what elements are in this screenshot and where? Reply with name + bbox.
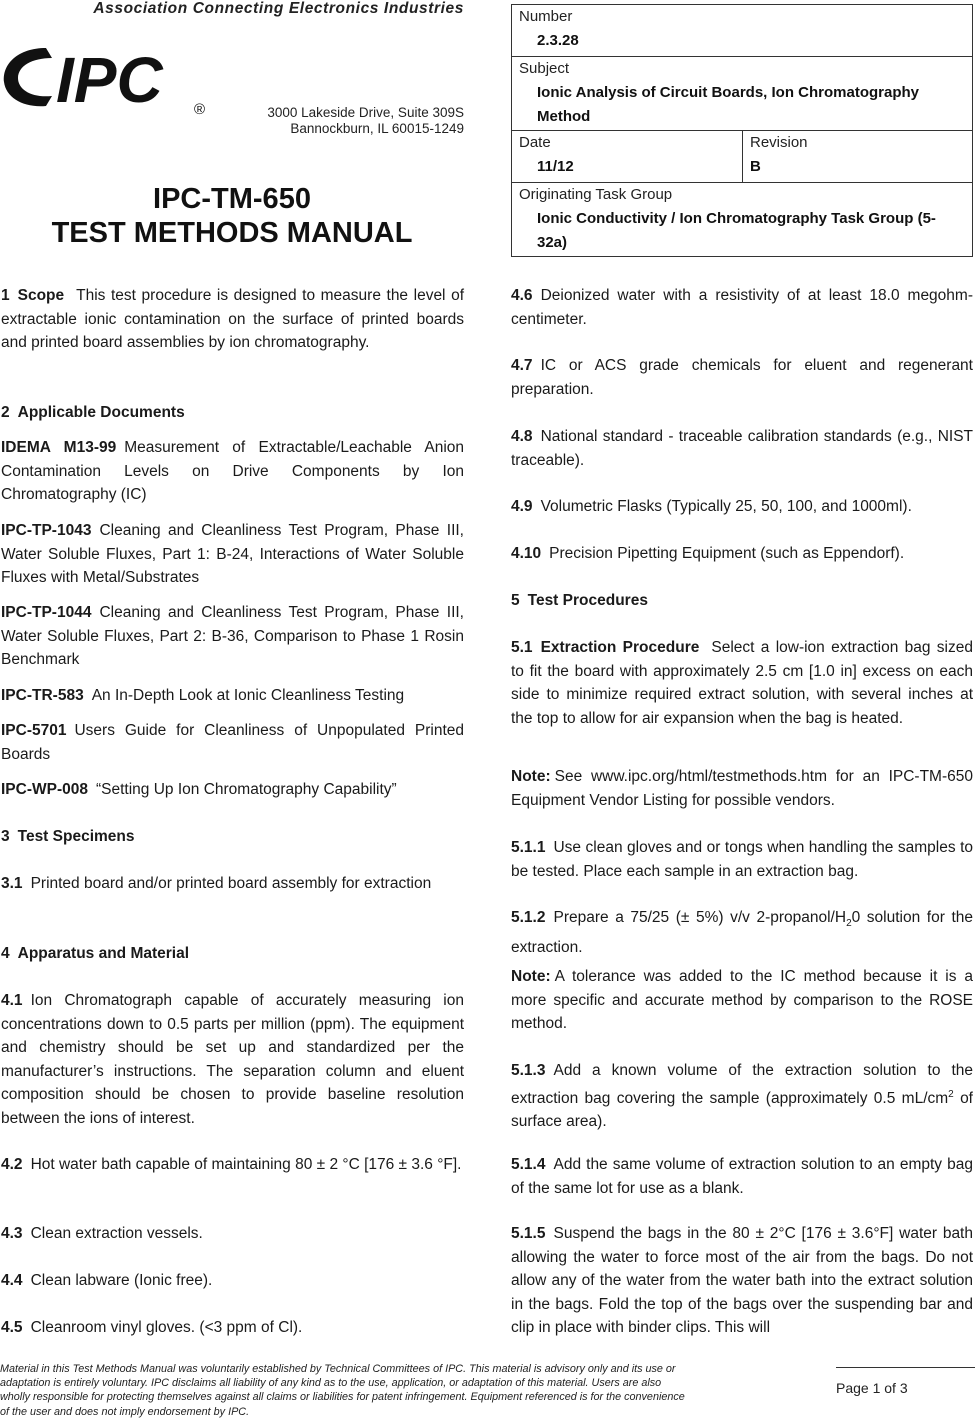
section-text-b: 0 solution for the extraction. bbox=[511, 909, 973, 956]
number-value: 2.3.28 bbox=[537, 32, 579, 49]
note-text: See www.ipc.org/html/testmethods.htm for an IPC-TM-650 Equipment Vendor Listing for possible vendors. bbox=[511, 768, 973, 809]
subject-row bbox=[512, 57, 972, 131]
note-label: Note: bbox=[511, 968, 551, 985]
manual-title bbox=[0, 182, 464, 250]
section-2-heading bbox=[1, 401, 464, 425]
section-text: This test procedure is designed to measure the level of extractable ionic contamination on the surface of printed boards and printed board assemblies by ion chromatography. bbox=[1, 287, 464, 351]
section-5-1 bbox=[511, 636, 973, 730]
registered-mark: ® bbox=[194, 101, 206, 118]
section-4-5 bbox=[1, 1316, 464, 1340]
doc-ref-id: IDEMA M13-99 bbox=[1, 439, 117, 456]
section-number: 4.7 bbox=[511, 357, 533, 374]
section-4-1 bbox=[1, 989, 464, 1130]
section-heading: Apparatus and Material bbox=[17, 945, 190, 962]
disclaimer: Material in this Test Methods Manual was voluntarily established by Technical Committees of IPC. This material is advisory only and its use or adaptation is entirely voluntary. IPC disclaims all liability of any kind as to the use, application, or adaptation of this material. Users are also wholly responsible for protecting themselves against all claims or liabilities for patent infringement. Equipment referenced is for the convenience of the user and does not imply endorsement by IPC. bbox=[0, 1363, 685, 1418]
logo-text: IPC bbox=[56, 44, 163, 116]
date-value: 11/12 bbox=[537, 158, 574, 175]
section-number: 5.1 bbox=[511, 639, 533, 656]
section-number: 4.6 bbox=[511, 287, 533, 304]
section-number: 3 bbox=[1, 828, 10, 845]
section-number: 4.9 bbox=[511, 498, 533, 515]
section-3-1 bbox=[1, 872, 464, 896]
section-number: 4.8 bbox=[511, 428, 533, 445]
doc-ref bbox=[1, 601, 464, 672]
section-number: 5 bbox=[511, 592, 520, 609]
page-number-box bbox=[836, 1367, 975, 1396]
doc-ref-id: IPC-TP-1044 bbox=[1, 604, 92, 621]
ipc-logo bbox=[0, 40, 215, 120]
section-heading: Test Procedures bbox=[527, 592, 648, 609]
section-5-1-4 bbox=[511, 1153, 973, 1200]
section-5-1-1 bbox=[511, 836, 973, 883]
section-4-2 bbox=[1, 1153, 464, 1177]
section-3-heading bbox=[1, 825, 464, 849]
section-4-heading bbox=[1, 942, 464, 966]
doc-ref-id: IPC-5701 bbox=[1, 722, 67, 739]
revision-value: B bbox=[750, 158, 761, 175]
date-label: Date bbox=[519, 134, 551, 151]
section-4-3 bbox=[1, 1222, 464, 1246]
section-text-a: Prepare a 75/25 (± 5%) v/v 2-propanol/H bbox=[553, 909, 847, 926]
address bbox=[240, 105, 464, 137]
association-tagline: Association Connecting Electronics Industries bbox=[93, 0, 464, 17]
section-text-b: of surface area). bbox=[511, 1089, 973, 1131]
subscript: 2 bbox=[846, 918, 852, 930]
address-line-2: Bannockburn, IL 60015-1249 bbox=[290, 121, 464, 136]
doc-ref bbox=[1, 436, 464, 507]
section-heading: Scope bbox=[17, 287, 65, 304]
document-info-box bbox=[511, 4, 973, 257]
section-heading: Extraction Procedure bbox=[540, 639, 700, 656]
section-text: Precision Pipetting Equipment (such as Eppendorf). bbox=[549, 545, 905, 562]
section-5-heading bbox=[511, 589, 973, 613]
title-line-1: IPC-TM-650 bbox=[153, 183, 311, 215]
section-text: Hot water bath capable of maintaining 80 ± 2 °C [176 ± 3.6 °F]. bbox=[30, 1156, 462, 1173]
section-number: 4 bbox=[1, 945, 10, 962]
section-4-9 bbox=[511, 495, 973, 519]
doc-ref-title: Users Guide for Cleanliness of Unpopulated Printed Boards bbox=[1, 722, 464, 763]
section-number: 5.1.5 bbox=[511, 1225, 546, 1242]
section-text: Ion Chromatograph capable of accurately measuring ion concentrations down to 0.5 parts per million (ppm). The equipment and chemistry should be set up and standardized per the manufacturer’s instructions. The separation column and eluent composition should be chosen to provide baseline resolution between the ions of interest. bbox=[1, 992, 464, 1127]
section-text: Clean extraction vessels. bbox=[30, 1225, 203, 1242]
section-4-8 bbox=[511, 425, 973, 472]
section-number: 4.3 bbox=[1, 1225, 23, 1242]
doc-ref-title: Measurement of Extractable/Leachable Anion Contamination Levels on Drive Components by Ion Chromatography (IC) bbox=[1, 439, 465, 503]
section-text: Use clean gloves and or tongs when handling the samples to be tested. Place each sample in an extraction bag. bbox=[511, 839, 973, 880]
section-number: 4.5 bbox=[1, 1319, 23, 1336]
section-text: Volumetric Flasks (Typically 25, 50, 100, and 1000ml). bbox=[540, 498, 912, 515]
doc-ref bbox=[1, 778, 464, 802]
section-number: 4.1 bbox=[1, 992, 23, 1009]
section-text: Select a low-ion extraction bag sized to fit the board with approximately 2.5 cm [1.0 in] excess on each side to minimize required extract solution, with several inches at the top to allow for air expansion when the bag is heated. bbox=[511, 639, 973, 727]
section-number: 2 bbox=[1, 404, 10, 421]
note-label: Note: bbox=[511, 768, 551, 785]
section-text: Suspend the bags in the 80 ± 2°C [176 ± 3.6°F] water bath allowing the water to force most of the air from the bags. Do not allow any of the water from the water bath into the extract solution in the bags. Fold the top of the bags over the suspending bar and clip in place with binder clips. This will bbox=[511, 1225, 973, 1336]
section-text: Cleanroom vinyl gloves. (<3 ppm of Cl). bbox=[30, 1319, 303, 1336]
section-4-7 bbox=[511, 354, 973, 401]
section-4-6 bbox=[511, 284, 973, 331]
number-label: Number bbox=[519, 8, 573, 25]
section-text: National standard - traceable calibration standards (e.g., NIST traceable). bbox=[511, 428, 973, 469]
section-number: 5.1.3 bbox=[511, 1062, 546, 1079]
revision-label: Revision bbox=[750, 134, 808, 151]
doc-ref-title: Cleaning and Cleanliness Test Program, Phase III, Water Soluble Fluxes, Part 2: B-36, Comparison to Phase 1 Rosin Benchmark bbox=[1, 604, 464, 668]
section-number: 1 bbox=[1, 287, 10, 304]
title-line-2: TEST METHODS MANUAL bbox=[51, 217, 413, 249]
section-number: 4.4 bbox=[1, 1272, 23, 1289]
doc-ref-title: “Setting Up Ion Chromatography Capability” bbox=[96, 781, 397, 798]
section-heading: Test Specimens bbox=[17, 828, 135, 845]
doc-ref-id: IPC-WP-008 bbox=[1, 781, 88, 798]
section-text: Clean labware (Ionic free). bbox=[30, 1272, 213, 1289]
doc-ref-id: IPC-TR-583 bbox=[1, 687, 84, 704]
address-line-1: 3000 Lakeside Drive, Suite 309S bbox=[267, 105, 464, 120]
page-number: Page 1 of 3 bbox=[836, 1380, 908, 1396]
section-number: 5.1.2 bbox=[511, 909, 546, 926]
task-group-label: Originating Task Group bbox=[519, 186, 673, 203]
section-heading: Applicable Documents bbox=[17, 404, 185, 421]
task-group-row bbox=[512, 183, 972, 258]
section-text-a: Add a known volume of the extraction solution to the extraction bag covering the sample (approximately 0.5 mL/cm bbox=[511, 1062, 973, 1107]
doc-ref-id: IPC-TP-1043 bbox=[1, 522, 92, 539]
doc-ref bbox=[1, 519, 464, 590]
section-5-1-3 bbox=[511, 1059, 973, 1134]
section-text: Deionized water with a resistivity of at least 18.0 megohm-centimeter. bbox=[511, 287, 973, 328]
date-revision-row bbox=[512, 131, 972, 183]
section-1-scope bbox=[1, 284, 464, 355]
section-4-4 bbox=[1, 1269, 464, 1293]
section-text: Printed board and/or printed board assembly for extraction bbox=[30, 875, 432, 892]
subject-value: Ionic Analysis of Circuit Boards, Ion Chromatography Method bbox=[537, 84, 919, 125]
note-text: A tolerance was added to the IC method because it is a more specific and accurate method by comparison to the ROSE method. bbox=[511, 968, 973, 1032]
section-5-1-5 bbox=[511, 1222, 973, 1340]
section-text: IC or ACS grade chemicals for eluent and regenerant preparation. bbox=[511, 357, 973, 398]
doc-ref-title: An In-Depth Look at Ionic Cleanliness Testing bbox=[91, 687, 405, 704]
section-5-1-2 bbox=[511, 906, 973, 959]
note-vendors bbox=[511, 765, 973, 812]
section-text: Add the same volume of extraction solution to an empty bag of the same lot for use as a blank. bbox=[511, 1156, 973, 1197]
doc-ref bbox=[1, 684, 464, 708]
task-group-value: Ionic Conductivity / Ion Chromatography Task Group (5-32a) bbox=[537, 210, 936, 251]
section-number: 4.10 bbox=[511, 545, 542, 562]
section-4-10 bbox=[511, 542, 973, 566]
superscript: 2 bbox=[948, 1088, 954, 1100]
doc-ref bbox=[1, 719, 464, 766]
subject-label: Subject bbox=[519, 60, 570, 77]
note-tolerance bbox=[511, 965, 973, 1036]
number-row bbox=[512, 5, 972, 57]
section-number: 4.2 bbox=[1, 1156, 23, 1173]
section-number: 5.1.4 bbox=[511, 1156, 546, 1173]
section-number: 3.1 bbox=[1, 875, 23, 892]
doc-ref-title: Cleaning and Cleanliness Test Program, Phase III, Water Soluble Fluxes, Part 1: B-24, Interactions of Water Soluble Fluxes with Metal/Substrates bbox=[1, 522, 464, 586]
section-number: 5.1.1 bbox=[511, 839, 546, 856]
